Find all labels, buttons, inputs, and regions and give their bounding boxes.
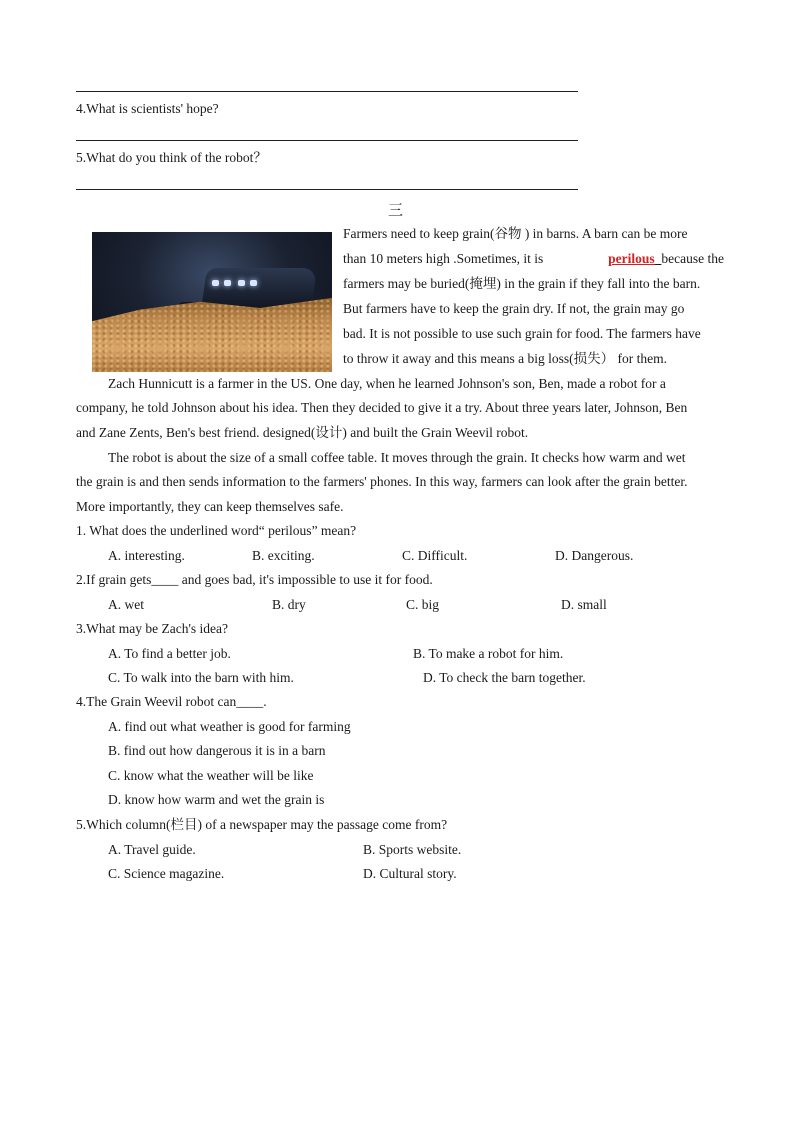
question-4-prev: 4.What is scientists' hope? [76,101,219,116]
option-5a[interactable]: A. Travel guide. [108,842,196,857]
p1-line: farmers may be buried(掩埋) in the grain if they fall into the barn. [343,276,701,291]
robot-light [224,280,231,286]
option-4d[interactable]: D. know how warm and wet the grain is [108,792,325,807]
option-4a[interactable]: A. find out what weather is good for farming [108,719,351,734]
option-2c[interactable]: C. big [406,597,440,612]
question-1: 1. What does the underlined word“ perilous” mean? [76,523,357,538]
p1-line [343,250,724,268]
p3-line: More importantly, they can keep themselves safe. [76,499,344,514]
option-5d[interactable]: D. Cultural story. [363,866,457,881]
p1-line: Farmers need to keep grain(谷物 ) in barns. A barn can be more [343,226,688,241]
p2-line: and Zane Zents, Ben's best friend. designed(设计) and built the Grain Weevil robot. [76,425,529,440]
option-5c[interactable]: C. Science magazine. [108,866,225,881]
option-3a[interactable]: A. To find a better job. [108,646,231,661]
answer-line-5 [76,189,578,190]
question-5-prev: 5.What do you think of the robot？ [76,150,267,165]
p1-line: to throw it away and this means a big loss(损失） for them. [343,351,667,366]
option-1c[interactable]: C. Difficult. [402,548,468,563]
p2-line: company, he told Johnson about his idea. Then they decided to give it a try. About three years later, Johnson, Ben [76,400,688,415]
option-3b[interactable]: B. To make a robot for him. [413,646,564,661]
robot-photo [92,232,332,372]
question-5: 5.Which column(栏目) of a newspaper may the passage come from? [76,817,448,832]
p3-line: The robot is about the size of a small coffee table. It moves through the grain. It checks how warm and wet [108,450,686,465]
grain-pile [92,294,332,372]
robot-light [238,280,245,286]
p3-line: the grain is and then sends information to the farmers' phones. In this way, farmers can look after the grain better. [76,474,688,489]
option-1b[interactable]: B. exciting. [252,548,315,563]
option-3c[interactable]: C. To walk into the barn with him. [108,670,294,685]
option-1a[interactable]: A. interesting. [108,548,185,563]
p2-line: Zach Hunnicutt is a farmer in the US. One day, when he learned Johnson's son, Ben, made a robot for a [108,376,666,391]
option-4b[interactable]: B. find out how dangerous it is in a barn [108,743,326,758]
option-2d[interactable]: D. small [561,597,607,612]
robot-light [250,280,257,286]
question-3: 3.What may be Zach's idea? [76,621,228,636]
p1-line: But farmers have to keep the grain dry. If not, the grain may go [343,301,685,316]
underlined-word: perilous because the [608,251,724,266]
p1-line: bad. It is not possible to use such grain for food. The farmers have [343,326,701,341]
answer-line-3 [76,91,578,92]
option-3d[interactable]: D. To check the barn together. [423,670,586,685]
answer-line-4 [76,140,578,141]
question-2: 2.If grain gets____ and goes bad, it's impossible to use it for food. [76,572,433,587]
p1-line-text: than 10 meters high .Sometimes, it is [343,251,544,266]
question-4: 4.The Grain Weevil robot can____. [76,694,267,709]
option-1d[interactable]: D. Dangerous. [555,548,634,563]
robot-light [212,280,219,286]
option-2b[interactable]: B. dry [272,597,306,612]
option-2a[interactable]: A. wet [108,597,144,612]
section-title: 三 [388,203,404,219]
option-5b[interactable]: B. Sports website. [363,842,462,857]
option-4c[interactable]: C. know what the weather will be like [108,768,314,783]
